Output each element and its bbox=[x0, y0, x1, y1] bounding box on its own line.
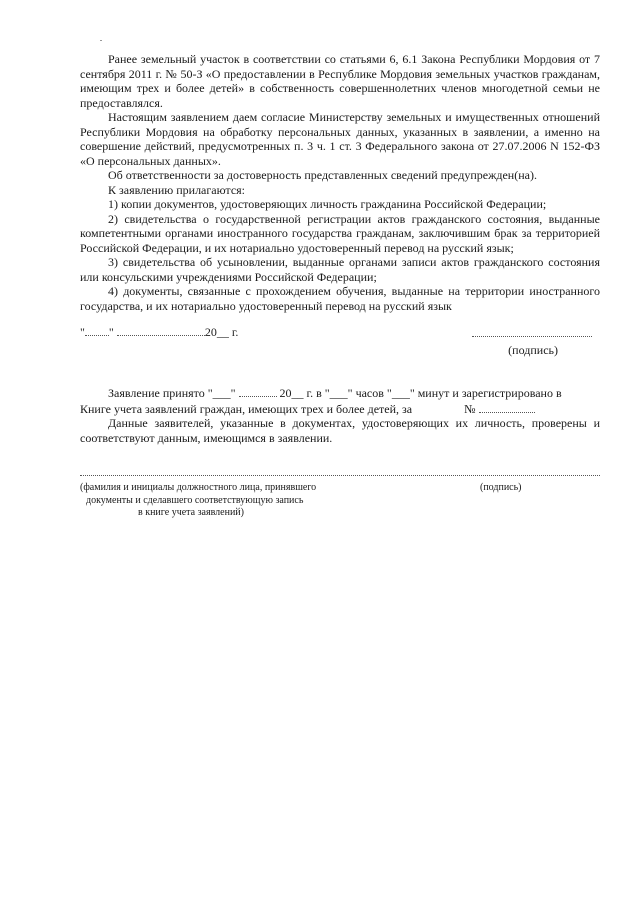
month-blank bbox=[117, 324, 205, 336]
paragraph-responsibility: Об ответственности за достоверность представленных сведений предупрежден(на). bbox=[108, 168, 537, 182]
date-quote-close: " bbox=[108, 325, 114, 339]
attachment-item-2: 2) свидетельства о государственной регистрации актов гражданского состояния, выданные компетентными органами иностранного государства гражданам, заключившим брак за территорией Российской Федерации, и их нотариально удостоверенный перевод на русский язык; bbox=[80, 211, 600, 255]
official-name-caption bbox=[80, 482, 380, 520]
paragraph-attachments-heading: К заявлению прилагаются: bbox=[108, 182, 246, 197]
registration-line-2 bbox=[80, 401, 600, 417]
official-signature-caption: (подпись) bbox=[480, 482, 522, 493]
signature-caption: (подпись) bbox=[508, 342, 558, 357]
paragraph-data-verified: Данные заявителей, указанные в документах, удостоверяющих их личность, проверены и соответствуют данным, имеющимся в заявлении. bbox=[80, 416, 600, 445]
registration-number-blank bbox=[479, 401, 535, 413]
document-page bbox=[80, 52, 600, 530]
attachment-item-3: 3) свидетельства об усыновлении, выданные органами записи актов гражданского состояния или консульскими учреждениями Российской Федерации; bbox=[80, 255, 600, 284]
attachment-item-1: 1) копии документов, удостоверяющих личность гражданина Российской Федерации; bbox=[108, 197, 547, 211]
official-caption-line-1: (фамилия и инициалы должностного лица, принявшего bbox=[80, 482, 317, 493]
registration-book-text: Книге учета заявлений граждан, имеющих трех и более детей, за bbox=[80, 401, 413, 416]
month-blank bbox=[239, 385, 277, 397]
registration-time-text: 20__ г. в "___" часов "___" минут и зарегистрировано в bbox=[279, 386, 562, 400]
day-blank bbox=[85, 324, 109, 336]
date-quote-open: " bbox=[80, 325, 85, 339]
paragraph-prior-land: Ранее земельный участок в соответствии со статьями 6, 6.1 Закона Республики Мордовия от 7 сентября 2011 г. № 50-З «О предоставлении в Республике Мордовия земельных участков гражданам, имеющим трех и более детей» в собственность совершеннолетних членов многодетной семьи не предоставлялся. bbox=[80, 52, 600, 110]
official-caption-line-2: документы и сделавшего соответствующую запись bbox=[86, 494, 304, 506]
registration-line-1 bbox=[80, 385, 600, 401]
date-year: 20__ г. bbox=[204, 325, 239, 339]
scan-speck bbox=[100, 40, 102, 41]
official-caption-line-3: в книге учета заявлений) bbox=[138, 507, 244, 518]
official-captions bbox=[80, 482, 600, 530]
date-signature-row bbox=[80, 324, 600, 339]
registration-number-sign: № bbox=[464, 401, 476, 416]
attachment-item-4: 4) документы, связанные с прохождением обучения, выданные на территории иностранного государства, и их нотариально удостоверенный перевод на русский язык bbox=[80, 284, 600, 313]
paragraph-consent: Настоящим заявлением даем согласие Министерству земельных и имущественных отношений Республики Мордовия на обработку персональных данных, указанных в заявлении, а именно на совершение действий, предусмотренных п. 3 ч. 1 ст. 3 Федерального закона от 27.07.2006 N 152-ФЗ «О персональных данных». bbox=[80, 110, 600, 168]
signature-line bbox=[472, 336, 592, 337]
registration-accepted-text: Заявление принято "___" bbox=[108, 386, 236, 400]
date-field bbox=[80, 324, 238, 340]
official-signature-line bbox=[80, 475, 600, 476]
